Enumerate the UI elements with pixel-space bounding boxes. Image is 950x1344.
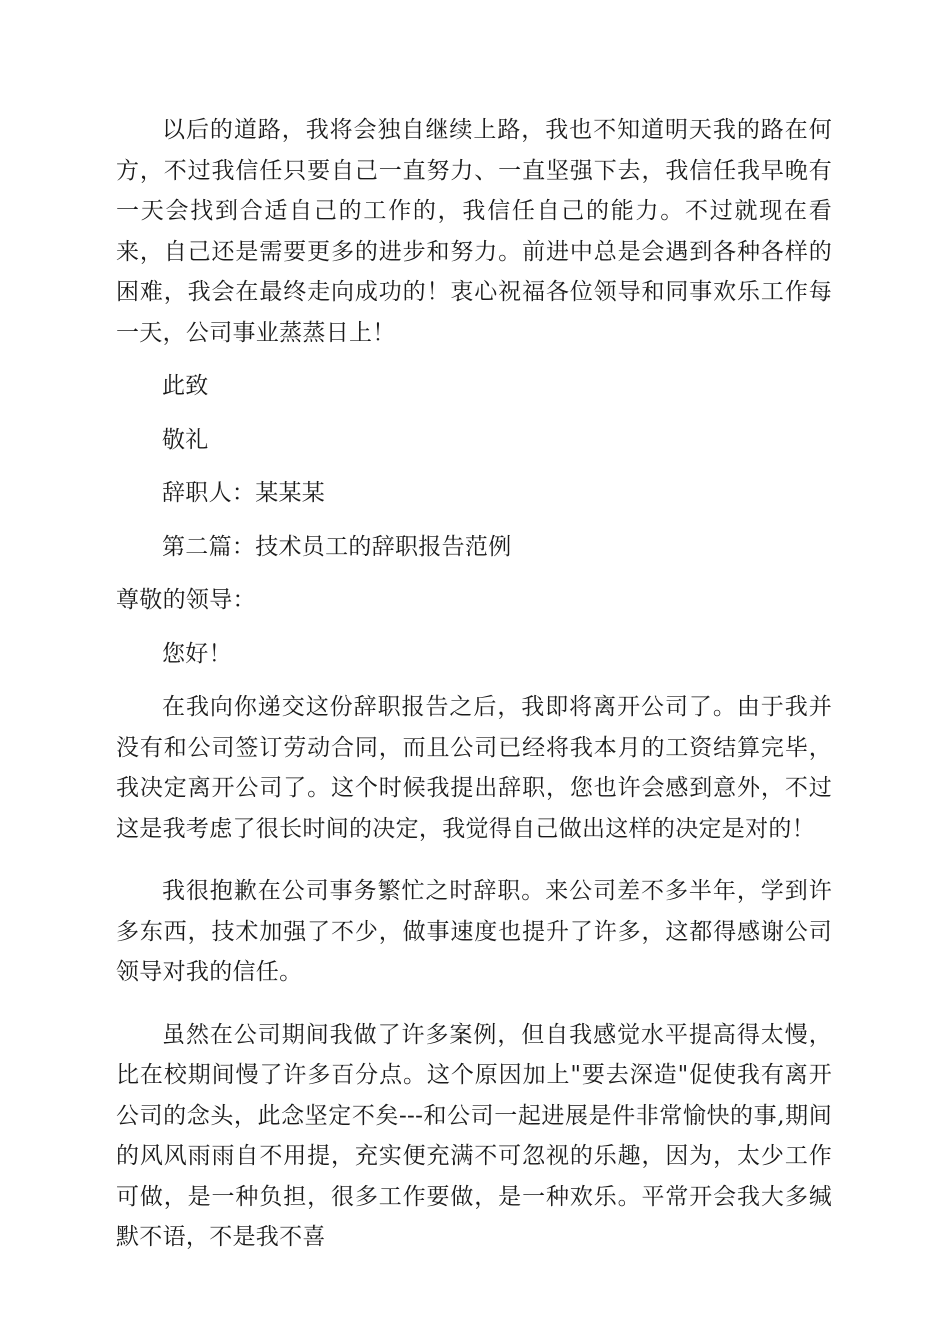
salutation-cizhi: 此致 [162,373,209,399]
letter-greeting: 您好！ [162,640,232,667]
paragraph-reason: 虽然在公司期间我做了许多案例，但自我感觉水平提高得太慢，比在校期间慢了许多百分点。这个原因加上"要去深造"促使我有离开公司的念头，此念坚定不矣---和公司一起进展是件非常愉快的事,期间的风风雨雨自不用提，充实便充满不可忽视的乐趣，因为，太少工作可做，是一种负担，很多工作要做，是一种欢乐。平常开会我大多缄默不语，不是我不喜 [116,1021,832,1250]
paragraph-apology: 我很抱歉在公司事务繁忙之时辞职。来公司差不多半年，学到许多东西，技术加强了不少，做事速度也提升了许多，这都得感谢公司领导对我的信任。 [116,878,832,985]
salutation-jingli: 敬礼 [162,426,209,453]
document-page [116,110,832,1258]
paragraph-closing-wishes: 以后的道路，我将会独自继续上路，我也不知道明天我的路在何方，不过我信任只要自己一直努力、一直坚强下去，我信任我早晚有一天会找到合适自己的工作的，我信任自己的能力。不过就现在看来，自己还是需要更多的进步和努力。前进中总是会遇到各种各样的困难，我会在最终走向成功的！衷心祝福各位领导和同事欢乐工作每一天，公司事业蒸蒸日上！ [116,117,832,346]
section-heading: 第二篇：技术员工的辞职报告范例 [162,533,512,560]
signature-line: 辞职人：某某某 [162,480,326,506]
paragraph-resignation-intro: 在我向你递交这份辞职报告之后，我即将离开公司了。由于我并没有和公司签订劳动合同，而且公司已经将我本月的工资结算完毕，我决定离开公司了。这个时候我提出辞职，您也许会感到意外，不过这是我考虑了很长时间的决定，我觉得自己做出这样的决定是对的！ [116,694,832,842]
letter-addressee: 尊敬的领导： [116,587,256,613]
